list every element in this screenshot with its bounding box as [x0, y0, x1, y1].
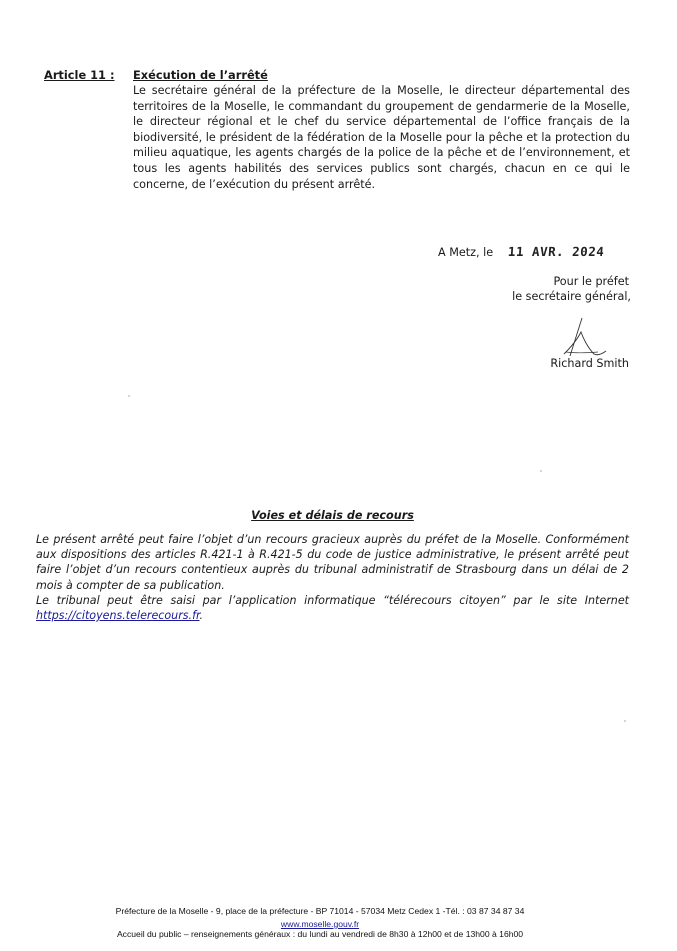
recours-paragraph-2-text: Le tribunal peut être saisi par l’application informatique “télérecours citoyen” par le site Internet	[36, 593, 629, 607]
scan-speck	[128, 395, 130, 397]
scan-speck	[540, 470, 542, 472]
recours-link-suffix: .	[199, 609, 204, 623]
date-stamp: 11 AVR. 2024	[507, 244, 605, 259]
recours-body	[36, 532, 629, 623]
article-body: Le secrétaire général de la préfecture de la Moselle, le directeur départemental des territoires de la Moselle, le commandant du groupement de gendarmerie de la Moselle, le directeur régional et le chef du service départemental de l’office français de la biodiversité, le président de la fédération de la Moselle pour la pêche et la protection du milieu aquatique, les agents chargés de la police de la pêche et de l’environnement, et tous les agents habilités des services publics sont chargés, chacun en ce qui le concerne, de l’exécution du présent arrêté.	[133, 84, 630, 191]
signature-place: A Metz, le	[438, 246, 494, 259]
recours-paragraph-2	[36, 593, 629, 623]
recours-title: Voies et délais de recours	[251, 509, 414, 522]
recours-paragraph-1: Le présent arrêté peut faire l’objet d’un recours gracieux auprès du préfet de la Moselle. Conformément aux dispositions des articles R.421-1 à R.421-5 du code de justice administrative, le présent arrêté peut faire l’objet d’un recours contentieux auprès du tribunal administratif de Strasbourg dans un délai de 2 mois à compter de sa publication.	[36, 533, 629, 592]
signature-role: le secrétaire général,	[512, 290, 631, 303]
article-number: Article 11 :	[44, 68, 115, 82]
footer-hours: Accueil du public – renseignements généraux : du lundi au vendredi de 8h30 à 12h00 et de 13h00 à 16h00	[116, 929, 524, 939]
footer-address: Préfecture de la Moselle - 9, place de la préfecture - BP 71014 - 57034 Metz Cedex 1 -Tél. : 03 87 34 87 34	[115, 906, 525, 916]
signer-name: Richard Smith	[550, 357, 629, 370]
signature-for-line: Pour le préfet	[553, 275, 629, 288]
scan-speck	[624, 720, 626, 722]
handwritten-signature	[548, 316, 608, 362]
telerecours-link[interactable]: https://citoyens.telerecours.fr	[36, 609, 200, 623]
footer-website-link[interactable]: www.moselle.gouv.fr	[280, 919, 360, 929]
article-title: Exécution de l’arrêté	[133, 68, 268, 82]
